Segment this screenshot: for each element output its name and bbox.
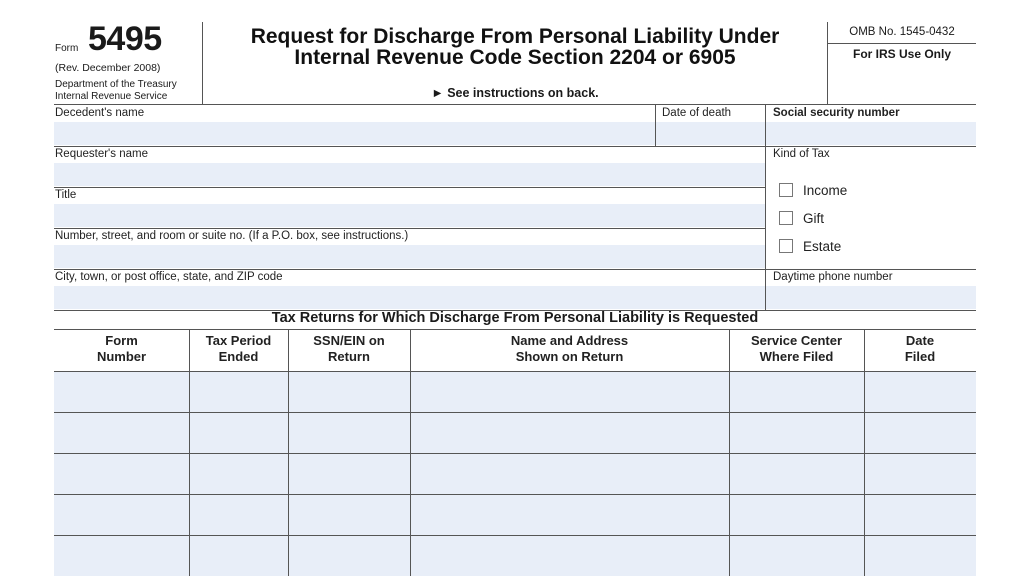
form-number: 5495 [88,20,162,58]
instructions-note: ► See instructions on back. [431,86,599,100]
row-rule [54,269,976,270]
gift-checkbox[interactable] [779,211,793,225]
title-field[interactable] [54,204,765,227]
column-header-service-center [729,333,864,365]
gift-label: Gift [803,211,825,226]
column-header-line: Name and Address [510,333,629,348]
date-of-death-label: Date of death [662,107,732,119]
requester-name-label: Requester's name [55,148,148,160]
address-label: Number, street, and room or suite no. (If a P.O. box, see instructions.) [55,230,409,242]
tax-returns-table-title: Tax Returns for Which Discharge From Personal Liability is Requested [271,310,759,326]
decedent-name-label: Decedent's name [55,107,145,119]
column-header-line: Date [905,333,935,348]
table-row-rule [54,535,976,536]
table-title-rule [54,329,976,330]
irs-use-only: For IRS Use Only [852,47,952,61]
address-field[interactable] [54,245,765,268]
phone-field[interactable] [766,286,976,309]
table-column-divider [864,330,865,576]
column-header-line: Number [96,349,147,364]
table-row-rule [54,453,976,454]
column-header-line: Service Center [750,333,843,348]
column-header-line: Shown on Return [515,349,624,364]
column-header-ssn-ein [288,333,410,365]
table-column-divider [410,330,411,576]
city-field[interactable] [54,286,765,309]
department-line-2: Internal Revenue Service [55,91,168,102]
ssn-label: Social security number [773,107,900,119]
decedent-name-field[interactable] [54,122,655,145]
column-header-line: Return [328,349,370,364]
table-body[interactable] [54,372,976,576]
table-column-divider [729,330,730,576]
department-line-1: Department of the Treasury [55,79,177,90]
form-title [205,26,825,68]
column-header-name-address [410,333,729,365]
column-header-line: SSN/EIN on [313,333,385,348]
table-column-divider [288,330,289,576]
row-rule [54,228,765,229]
column-header-line: Filed [904,349,936,364]
department-name [55,79,177,103]
form-label: Form [55,43,79,54]
date-of-death-field[interactable] [656,122,765,145]
table-column-divider [189,330,190,576]
column-header-line: Ended [218,349,259,364]
omb-divider [828,43,976,44]
column-header-line: Where Filed [759,349,834,364]
income-checkbox[interactable] [779,183,793,197]
column-header-tax-period [189,333,288,365]
header-bottom-rule [54,104,976,105]
phone-label: Daytime phone number [773,271,893,283]
header-divider-left [202,22,203,104]
omb-number: OMB No. 1545-0432 [849,26,955,38]
revision-date: (Rev. December 2008) [55,62,161,74]
column-header-date-filed [864,333,976,365]
form-title-line-2: Internal Revenue Code Section 2204 or 6905 [294,46,736,69]
city-label: City, town, or post office, state, and ZIP code [55,271,283,283]
title-label: Title [55,189,77,201]
ssn-field[interactable] [766,122,976,145]
row-rule [54,146,976,147]
column-header-form-number [54,333,189,365]
table-row-rule [54,494,976,495]
row-rule [54,187,765,188]
estate-label: Estate [803,239,842,254]
column-header-line: Tax Period [205,333,272,348]
table-row-rule [54,412,976,413]
form-title-line-1: Request for Discharge From Personal Liability Under [250,25,780,48]
kind-of-tax-label: Kind of Tax [773,148,830,160]
column-header-line: Form [105,333,138,348]
income-label: Income [803,183,848,198]
requester-name-field[interactable] [54,163,765,186]
estate-checkbox[interactable] [779,239,793,253]
